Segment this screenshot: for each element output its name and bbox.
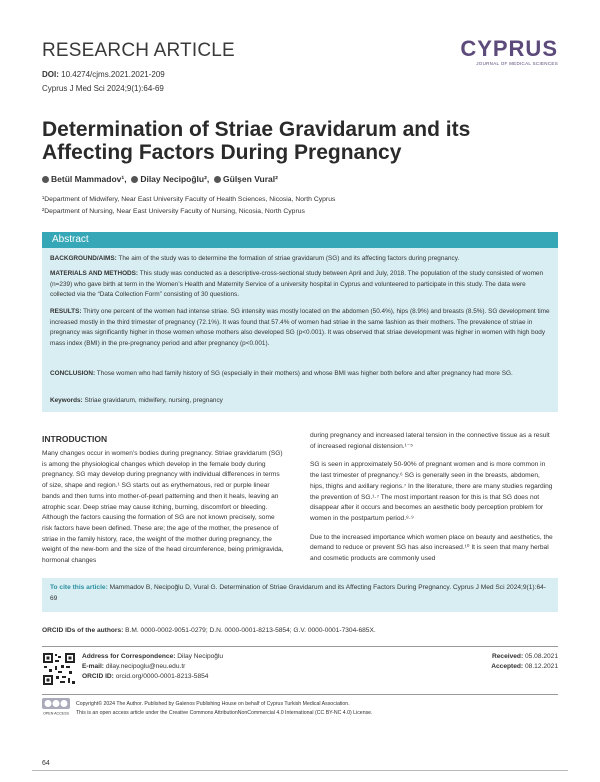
received-label: Received:: [491, 653, 524, 660]
open-access-label: OPEN ACCESS: [43, 711, 69, 716]
orcid-values: B.M. 0000-0002-9051-0279; D.N. 0000-0001-8213-5854; G.V. 0000-0001-7304-685X.: [125, 627, 376, 634]
doi-label: DOI:: [42, 70, 59, 79]
author-3: Gülşen Vural²: [223, 174, 278, 184]
journal-brand: [460, 38, 558, 66]
conclusion-text: Those women who had family history of SG (especially in their mothers) and whose BMI was higher both before and after pregnancy had more SG.: [96, 370, 513, 377]
background-label: BACKGROUND/AIMS:: [50, 255, 117, 262]
citation-body: Mammadov B, Necipoğlu D, Vural G. Determination of Striae Gravidarum and its Affecting Factors During Pregnancy. Cyprus J Med Sci 2024;9(1):64-69: [50, 584, 546, 602]
abstract-background: [50, 254, 550, 265]
divider: [42, 646, 558, 647]
abstract-methods: [50, 269, 550, 301]
body-column-right: [310, 431, 554, 573]
email-label: E-mail:: [82, 663, 104, 670]
paragraph: Due to the increased importance which women place on beauty and aesthetics, the demand to reduce or prevent SG has also increased.¹⁰ It is seen that many herbal and cosmetic products are commonly used: [310, 533, 553, 563]
orcid-icon[interactable]: [131, 176, 138, 183]
paragraph: during pregnancy and increased lateral tension in the connective tissue as a result of increased regional distension.¹⁻⁵: [310, 432, 550, 450]
results-text: Thirty one percent of the women had intense striae. SG intensity was mostly located on the abdomen (50.4%), hips (8.9%) and breasts (8.5%). SG development time increased mostly in the third trimester of pregnancy (72.1%). It was found that 57.4% of women had striae in the same fashion as their mothers. The prevalence of striae in pregnancy was significantly higher in those women whose mothers also developed SG (p<0.001). It was observed that striae development was higher in women with high body mass index (BMI) in the pre-pregnancy period and after pregnancy (p<0.001).: [50, 308, 550, 347]
journal-subtitle: JOURNAL OF MEDICAL SCIENCES: [476, 61, 558, 66]
abstract-heading: Abstract: [52, 234, 89, 245]
accepted-date: 08.12.2021: [524, 663, 558, 670]
orcid-icon[interactable]: [214, 176, 221, 183]
affiliation-1: ¹Department of Midwifery, Near East University Faculty of Health Sciences, Nicosia, North Cyprus: [42, 196, 336, 203]
body-column-left: [42, 449, 286, 575]
correspondence: [82, 652, 223, 682]
results-label: RESULTS:: [50, 308, 82, 315]
journal-citation: Cyprus J Med Sci 2024;9(1):64-69: [42, 84, 164, 93]
abstract-results: [50, 307, 550, 349]
address-label: Address for Correspondence:: [82, 653, 176, 660]
copyright-line-1: Copyright© 2024 The Author. Published by Galenos Publishing House on behalf of Cyprus Turkish Medical Association.: [76, 701, 350, 707]
article-title: Determination of Striae Gravidarum and its Affecting Factors During Pregnancy: [42, 118, 471, 164]
author-list: [42, 174, 278, 184]
orcid-icon[interactable]: [42, 176, 49, 183]
article-type: RESEARCH ARTICLE: [42, 40, 235, 61]
methods-label: MATERIALS AND METHODS:: [50, 270, 139, 277]
background-text: The aim of the study was to determine the formation of striae gravidarum (SG) and its affecting factors during pregnancy.: [118, 255, 460, 262]
abstract-keywords: [50, 396, 550, 407]
doi-link[interactable]: 10.4274/cjms.2021.2021-209: [61, 70, 165, 79]
orcid-id-label: ORCID ID:: [82, 673, 114, 680]
email-link[interactable]: dilay.necipoglu@neu.edu.tr: [105, 663, 186, 670]
cc-license-icon[interactable]: [42, 698, 70, 716]
abstract-conclusion: [50, 369, 550, 380]
copyright-notice: [76, 700, 556, 718]
article-dates: [491, 652, 558, 672]
citation-text: [50, 583, 550, 604]
journal-logo: CYPRUS: [460, 36, 558, 61]
paragraph: Many changes occur in women’s bodies during pregnancy. Striae gravidarum (SG) is among the physiological changes which develop in the female body during pregnancy. SG may develop during pregnancy with individual differences in terms of size, shape and region.¹ SG starts out as erythematous, red or purple linear bands and then turns into mother-of-pearl patterning and then it heals, leaving an atrophic scar. Deep striae may cause itching, burning, discomfort or bleeding. Although the factors causing the formation of SG are not known precisely, some risk factors have been defined. These are; the age of the mother, the presence of striae in the family history, race, the weight of the mother during pregnancy, the weight of the new-born and the size of the head circumference, being primigravida, hormonal changes: [42, 450, 284, 565]
affiliation-2: ²Department of Nursing, Near East University Faculty of Nursing, Nicosia, North Cyprus: [42, 208, 305, 215]
methods-text: This study was conducted as a descriptive-cross-sectional study between April and July, 2018. The population of the study consisted of women (n=239) who gave birth at term in the Women’s Health and Maternity Service of a university hospital in Cyprus and volunteered to participate in this study. The data were collected via the “Data Collection Form” consisting of 30 questions.: [50, 270, 544, 298]
doi-line: [42, 70, 165, 79]
author-2: Dilay Necipoğlu²,: [140, 174, 210, 184]
orcid-link[interactable]: orcid.org/0000-0001-8213-5854: [115, 673, 209, 680]
qr-code-icon[interactable]: [42, 652, 76, 686]
orcid-ids: [42, 627, 376, 634]
section-title-introduction: INTRODUCTION: [42, 434, 108, 444]
received-date: 05.08.2021: [524, 653, 558, 660]
accepted-label: Accepted:: [491, 663, 524, 670]
keywords-text: Striae gravidarum, midwifery, nursing, pregnancy: [84, 397, 223, 404]
paragraph: SG is seen in approximately 50-90% of pregnant women and is more common in the last trimester of pregnancy.⁶ SG is generally seen in the breasts, abdomen, hips, thighs and axillary regions.⁷ In the literature, there are many studies regarding the prevention of SG.¹·⁷ The most important reason for this is that SG does not disappear after it occurs and becomes an aesthetic body perception problem for women in the postpartum period.⁸·⁹: [310, 461, 553, 522]
citation-label: To cite this article:: [50, 584, 108, 591]
address-name: Dilay Necipoğlu: [177, 653, 224, 660]
copyright-line-2: This is an open access article under the Creative Commons AttributionNonCommercial 4.0 International (CC BY-NC 4.0) License.: [76, 710, 373, 716]
page-number: 64: [42, 760, 50, 767]
conclusion-label: CONCLUSION:: [50, 370, 96, 377]
orcid-label: ORCID IDs of the authors:: [42, 627, 124, 634]
footer-divider: [32, 770, 568, 771]
author-1: Betül Mammadov¹,: [51, 174, 127, 184]
abstract-header: [42, 232, 558, 248]
keywords-label: Keywords:: [50, 397, 83, 404]
divider: [42, 694, 558, 695]
